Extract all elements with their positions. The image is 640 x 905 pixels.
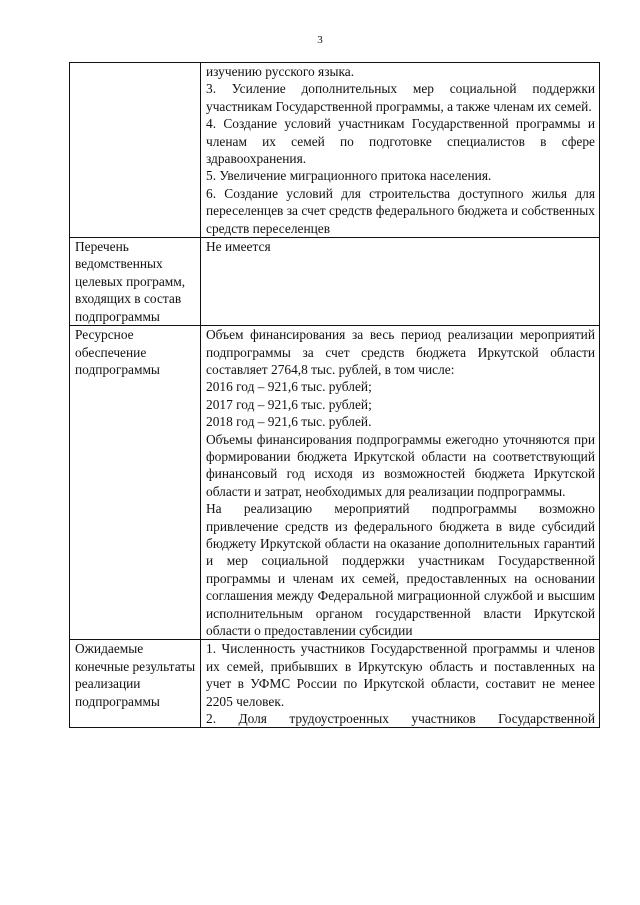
page-number: 3 xyxy=(317,34,323,46)
program-table xyxy=(69,62,600,728)
paragraph: Объемы финансирования подпрограммы ежегодно уточняются при формировании бюджета Иркутской области на соответствующий финансовый год исходя из возможностей бюджета Иркутской области и затрат, необходимых для реализации подпрограммы. xyxy=(206,431,595,499)
row-content-cell xyxy=(201,238,600,326)
paragraph: Объем финансирования за весь период реализации мероприятий подпрограммы за счет средств бюджета Иркутской области составляет 2764,8 тыс. рублей, в том числе: xyxy=(206,327,595,377)
paragraph: 2016 год – 921,6 тыс. рублей; xyxy=(206,379,372,395)
row-label-cell xyxy=(70,63,201,238)
row-label: Ресурсное обеспечение подпрограммы xyxy=(75,327,160,377)
table-row xyxy=(70,326,600,640)
row-label: Ожидаемые конечные результаты реализации подпрограммы xyxy=(75,641,196,709)
table-row xyxy=(70,640,600,728)
row-content-cell xyxy=(201,640,600,728)
table-row xyxy=(70,63,600,238)
paragraph: 4. Создание условий участникам Государственной программы и членам их семей по подготовке специалистов в сфере здравоохранения. xyxy=(206,116,595,167)
paragraph: 1. Численность участников Государственной программы и членов их семей, прибывших в Иркутскую область и поставленных на учет в УФМС России по Иркутской области, составит не менее 2205 человек. xyxy=(206,641,595,709)
paragraph: 2018 год – 921,6 тыс. рублей. xyxy=(206,414,372,430)
row-label-cell xyxy=(70,640,201,728)
paragraph: 6. Создание условий для строительства доступного жилья для переселенцев за счет средств федерального бюджета и собственных средств переселенцев xyxy=(206,185,595,236)
paragraph: 2. Доля трудоустроенных участников Государственной xyxy=(206,711,595,727)
row-content-cell xyxy=(201,63,600,238)
paragraph: 3. Усиление дополнительных мер социальной поддержки участникам Государственной программы, а также членам их семей. xyxy=(206,81,595,114)
paragraph: 2017 год – 921,6 тыс. рублей; xyxy=(206,396,372,412)
paragraph: изучению русского языка. xyxy=(206,64,355,79)
row-label-cell xyxy=(70,238,201,326)
paragraph: 5. Увеличение миграционного притока населения. xyxy=(206,168,492,184)
paragraph: Не имеется xyxy=(206,239,271,255)
row-content-cell xyxy=(201,326,600,640)
paragraph: На реализацию мероприятий подпрограммы возможно привлечение средств из федерального бюджета в виде субсидий бюджету Иркутской области на оказание дополнительных гарантий и мер социальной поддержки участникам Государственной программы и членам их семей, предоставленных на основании соглашения между Федеральной миграционной службой и высшим исполнительным органом государственной власти Иркутской области о предоставлении субсидии xyxy=(206,501,595,638)
table-row xyxy=(70,238,600,326)
row-label-cell xyxy=(70,326,201,640)
row-label: Перечень ведомственных целевых программ, входящих в состав подпрограммы xyxy=(75,239,186,324)
